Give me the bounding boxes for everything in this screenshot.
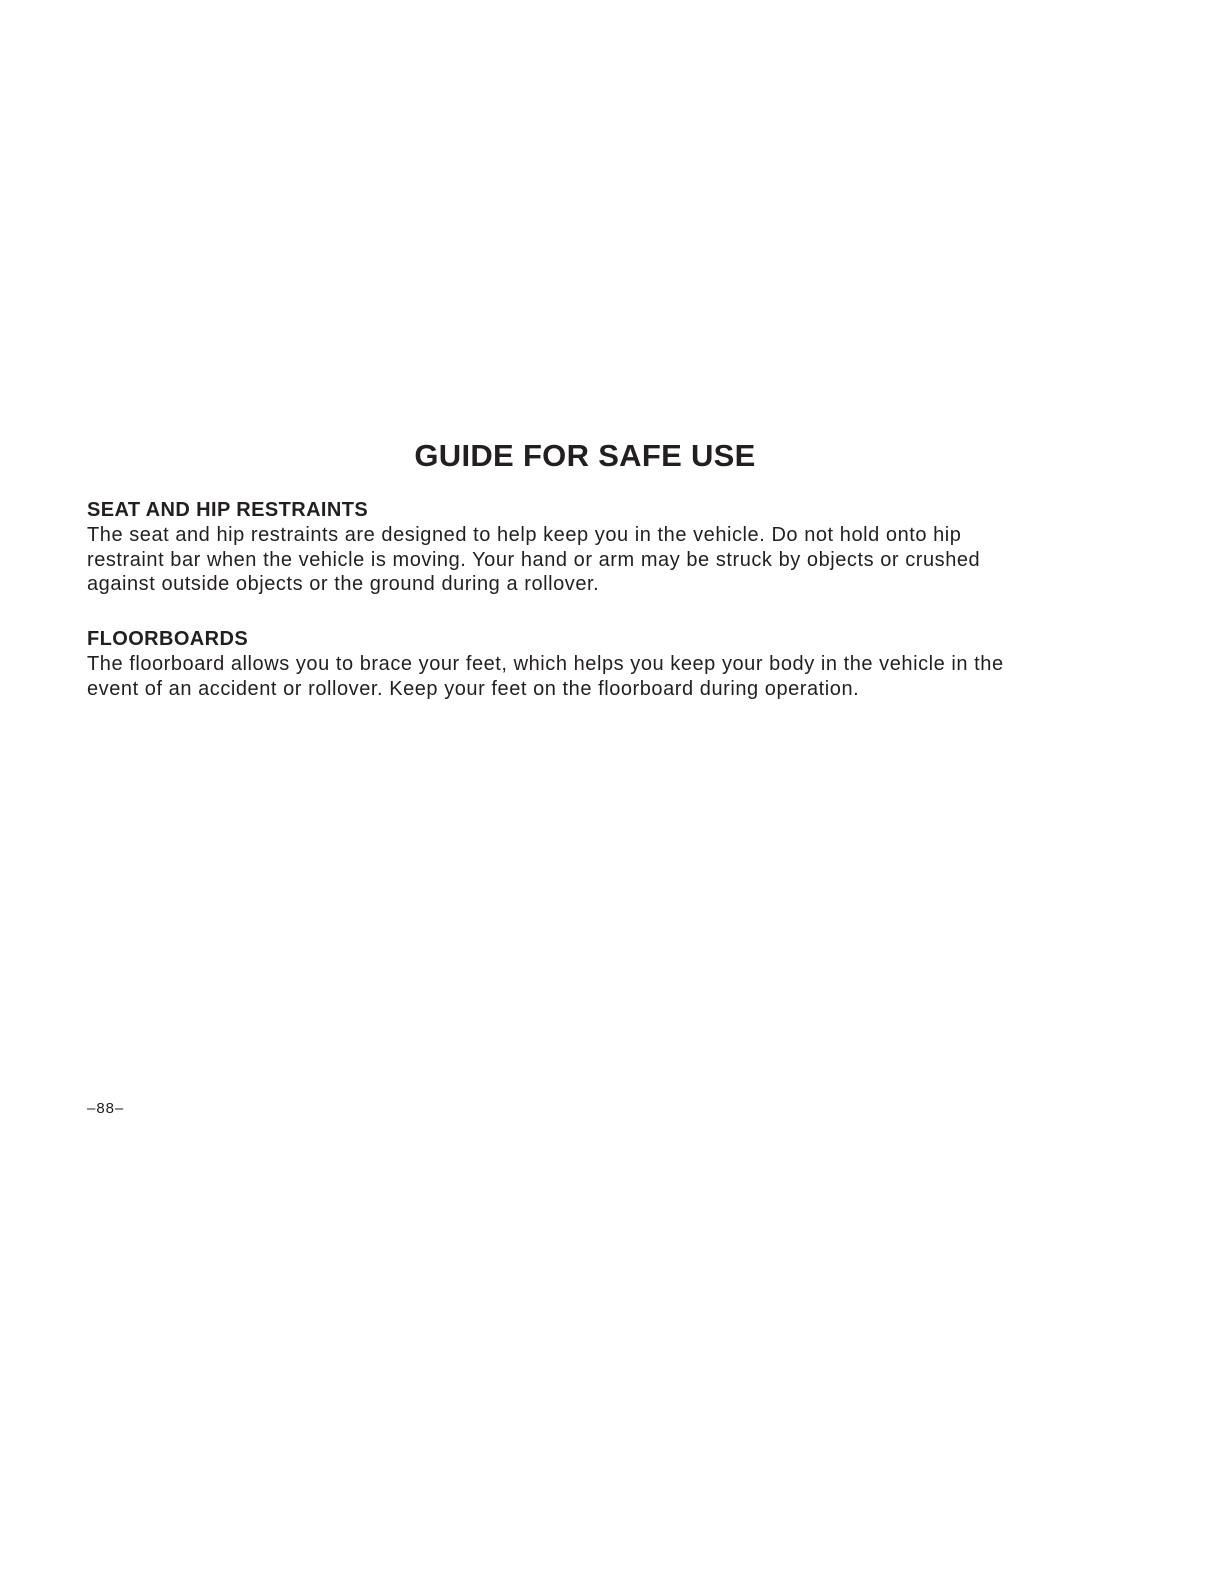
section-body	[87, 523, 1117, 597]
body-line: restraint bar when the vehicle is moving. Your hand or arm may be struck by objects or crushed	[87, 548, 981, 571]
section-floorboards	[87, 627, 1117, 701]
page-title: GUIDE FOR SAFE USE	[414, 438, 756, 473]
body-line: event of an accident or rollover. Keep your feet on the floorboard during operation.	[87, 677, 860, 700]
section-seat-and-hip-restraints	[87, 498, 1117, 597]
section-body	[87, 652, 1117, 701]
body-line: The seat and hip restraints are designed to help keep you in the vehicle. Do not hold onto hip	[87, 524, 962, 546]
section-heading: FLOORBOARDS	[87, 628, 249, 650]
body-line: The floorboard allows you to brace your feet, which helps you keep your body in the vehicle in the	[87, 653, 1004, 675]
section-heading: SEAT AND HIP RESTRAINTS	[87, 499, 369, 521]
page-number: –88–	[87, 1100, 125, 1117]
body-line: against outside objects or the ground during a rollover.	[87, 573, 600, 595]
